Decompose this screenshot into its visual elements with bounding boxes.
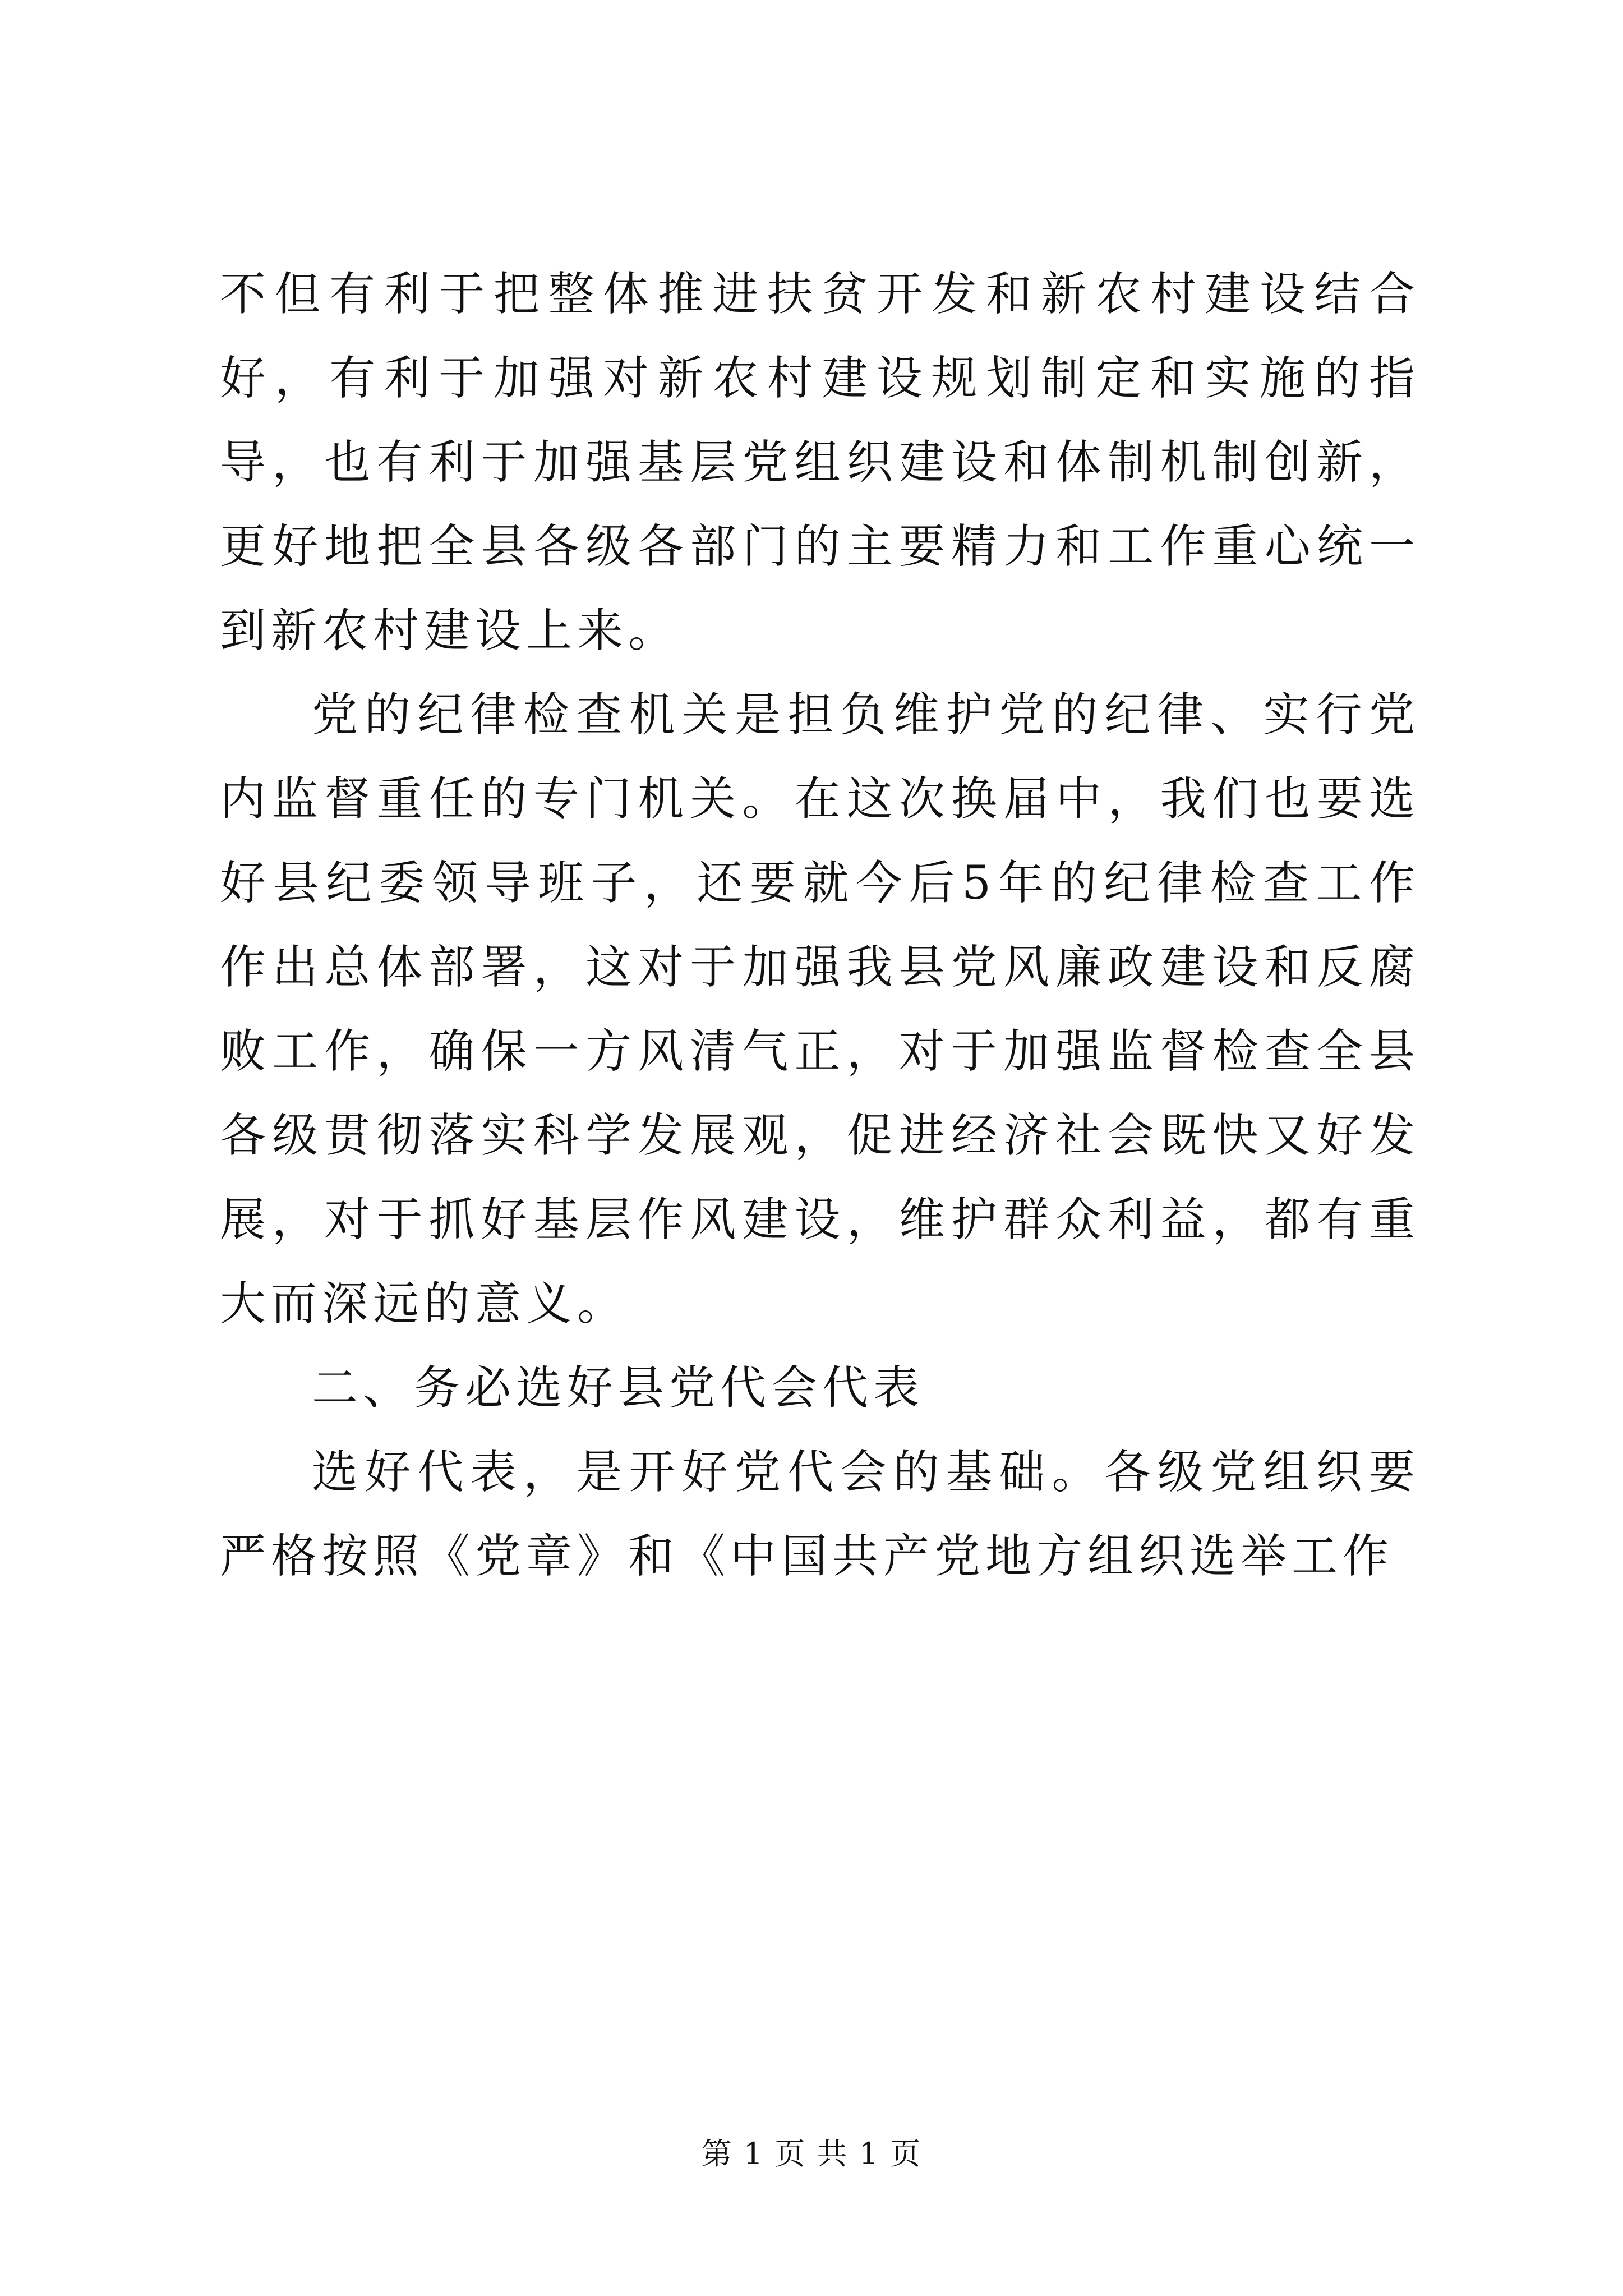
document-body (220, 252, 1420, 1599)
paragraph-discipline-inspection: 党的纪律检查机关是担负维护党的纪律、实行党内监督重任的专门机关。在这次换届中，我们也要选好县纪委领导班子，还要就今后5年的纪律检查工作作出总体部署，这对于加强我县党风廉政建设和反腐败工作，确保一方风清气正，对于加强监督检查全县各级贯彻落实科学发展观，促进经济社会既快又好发展，对于抓好基层作风建设，维护群众利益，都有重大而深远的意义。 (220, 688, 1420, 1331)
page-number-footer: 第 1 页 共 1 页 (701, 2136, 922, 2171)
paragraph-continuation: 不但有利于把整体推进扶贫开发和新农村建设结合好，有利于加强对新农村建设规划制定和实施的指导，也有利于加强基层党组织建设和体制机制创新，更好地把全县各级各部门的主要精力和工作重心统一到新农村建设上来。 (220, 268, 1420, 657)
paragraph-representatives: 选好代表，是开好党代会的基础。各级党组织要严格按照《党章》和《中国共产党地方组织选举工作 (220, 1446, 1420, 1583)
section-heading: 二、务必选好县党代会代表 (312, 1361, 925, 1415)
